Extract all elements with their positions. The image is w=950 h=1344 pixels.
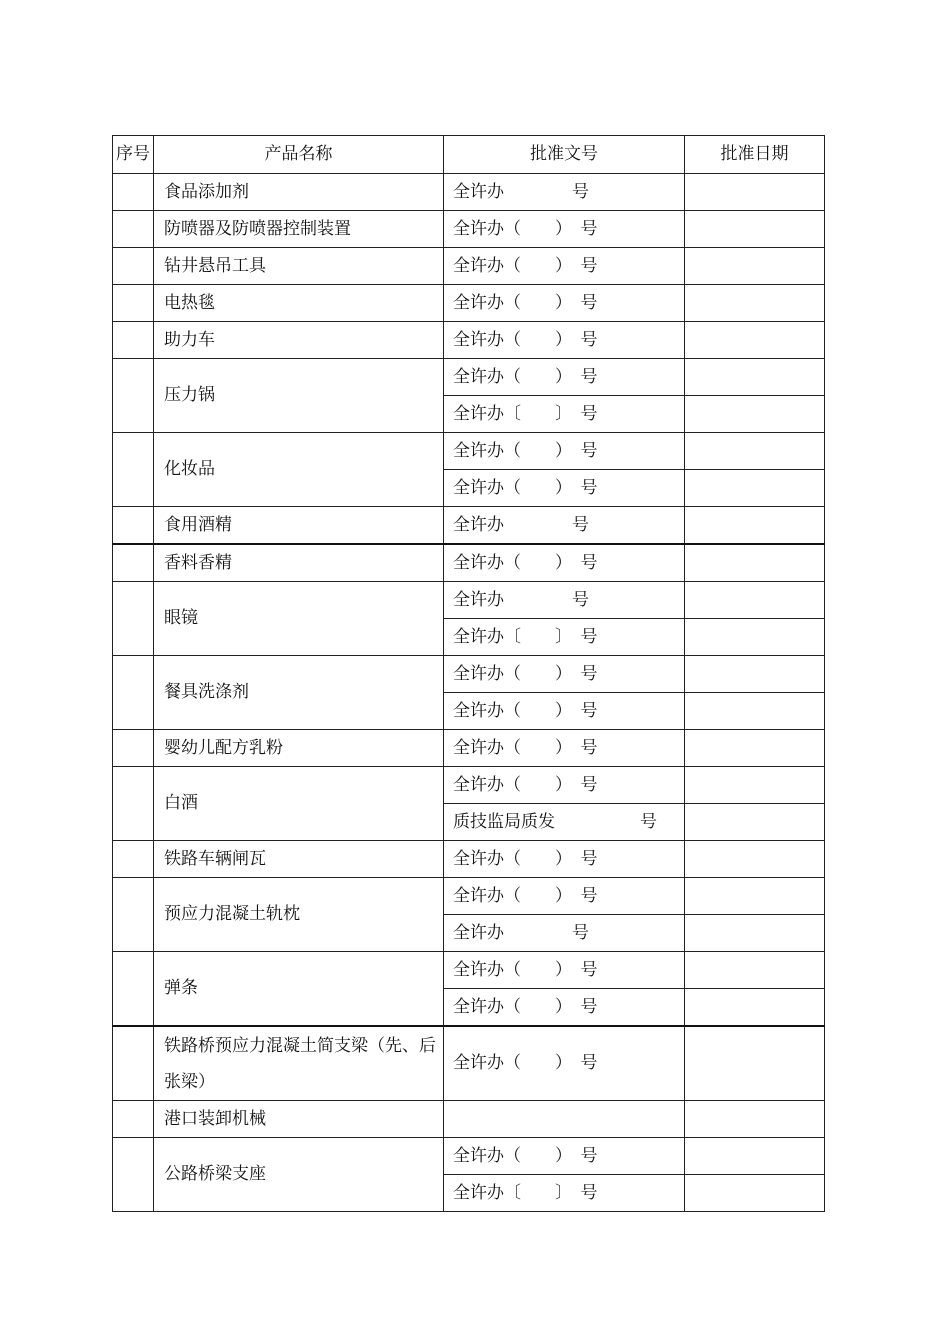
index-cell bbox=[113, 359, 154, 433]
approval-number-text: 全许办〔 〕 号 bbox=[453, 403, 598, 424]
approval-date-cell bbox=[685, 174, 825, 211]
product-name-cell: 铁路车辆闸瓦 bbox=[154, 841, 444, 878]
approval-date-cell bbox=[685, 1026, 825, 1101]
approval-number-text: 全许办 号 bbox=[453, 514, 589, 535]
approval-number-text: 全许办（ ） 号 bbox=[453, 774, 598, 795]
approval-number-cell bbox=[444, 878, 685, 915]
header-product-name: 产品名称 bbox=[154, 136, 444, 174]
approval-number-text: 全许办 号 bbox=[453, 922, 589, 943]
product-name-cell: 钻井悬吊工具 bbox=[154, 248, 444, 285]
approval-date-cell bbox=[685, 544, 825, 582]
index-cell bbox=[113, 582, 154, 656]
approval-number-text: 全许办（ ） 号 bbox=[453, 1053, 598, 1073]
product-name-cell: 眼镜 bbox=[154, 582, 444, 656]
index-cell bbox=[113, 878, 154, 952]
approval-date-cell bbox=[685, 1138, 825, 1175]
approval-number-text: 全许办（ ） 号 bbox=[453, 329, 598, 350]
approval-number-text: 全许办 号 bbox=[453, 589, 589, 610]
approval-number-text: 全许办（ ） 号 bbox=[453, 440, 598, 461]
product-name-cell: 港口装卸机械 bbox=[154, 1101, 444, 1138]
approval-number-text: 全许办（ ） 号 bbox=[453, 552, 598, 573]
table-row bbox=[113, 359, 825, 396]
approval-number-text: 全许办（ ） 号 bbox=[453, 292, 598, 313]
approval-date-cell bbox=[685, 878, 825, 915]
table-row bbox=[113, 1101, 825, 1138]
table-row bbox=[113, 507, 825, 545]
approval-date-cell bbox=[685, 730, 825, 767]
header-approval-date: 批准日期 bbox=[685, 136, 825, 174]
approval-date-cell bbox=[685, 1101, 825, 1138]
table-row bbox=[113, 582, 825, 619]
product-name-cell: 化妆品 bbox=[154, 433, 444, 507]
approval-number-cell bbox=[444, 285, 685, 322]
product-name-cell: 铁路桥预应力混凝土简支梁（先、后张梁） bbox=[154, 1026, 444, 1101]
index-cell bbox=[113, 285, 154, 322]
approval-date-cell bbox=[685, 767, 825, 804]
approval-number-cell bbox=[444, 396, 685, 433]
approval-date-cell bbox=[685, 1175, 825, 1212]
product-name-cell: 婴幼儿配方乳粉 bbox=[154, 730, 444, 767]
approval-number-text: 全许办 号 bbox=[453, 181, 589, 202]
approval-number-cell bbox=[444, 1101, 685, 1138]
table-row bbox=[113, 174, 825, 211]
table-row bbox=[113, 544, 825, 582]
approval-number-cell bbox=[444, 730, 685, 767]
approval-number-cell bbox=[444, 767, 685, 804]
product-name-cell: 香料香精 bbox=[154, 544, 444, 582]
index-cell bbox=[113, 656, 154, 730]
header-index: 序号 bbox=[113, 136, 154, 174]
table-row bbox=[113, 656, 825, 693]
index-cell bbox=[113, 211, 154, 248]
approval-number-cell bbox=[444, 359, 685, 396]
approval-number-cell bbox=[444, 1138, 685, 1175]
product-name-cell: 餐具洗涤剂 bbox=[154, 656, 444, 730]
product-name-cell: 食用酒精 bbox=[154, 507, 444, 545]
table-row bbox=[113, 433, 825, 470]
table-row bbox=[113, 285, 825, 322]
approval-number-cell bbox=[444, 989, 685, 1027]
approval-number-text: 全许办（ ） 号 bbox=[453, 366, 598, 387]
approval-number-cell bbox=[444, 804, 685, 841]
table-row bbox=[113, 248, 825, 285]
index-cell bbox=[113, 1138, 154, 1212]
approval-number-text: 全许办（ ） 号 bbox=[453, 663, 598, 684]
approval-date-cell bbox=[685, 693, 825, 730]
product-name-cell: 弹条 bbox=[154, 952, 444, 1027]
approval-number-text: 全许办（ ） 号 bbox=[453, 737, 598, 758]
approval-number-cell bbox=[444, 619, 685, 656]
approval-date-cell bbox=[685, 989, 825, 1027]
approval-number-cell bbox=[444, 915, 685, 952]
approval-number-text: 全许办（ ） 号 bbox=[453, 218, 598, 239]
table-row bbox=[113, 1026, 825, 1101]
header-row bbox=[113, 136, 825, 174]
approval-date-cell bbox=[685, 285, 825, 322]
product-name-cell: 防喷器及防喷器控制装置 bbox=[154, 211, 444, 248]
table-row bbox=[113, 878, 825, 915]
index-cell bbox=[113, 767, 154, 841]
approval-number-cell bbox=[444, 952, 685, 989]
approval-date-cell bbox=[685, 248, 825, 285]
approval-date-cell bbox=[685, 915, 825, 952]
approval-number-text: 全许办（ ） 号 bbox=[453, 477, 598, 498]
approval-number-cell bbox=[444, 693, 685, 730]
index-cell bbox=[113, 322, 154, 359]
approval-date-cell bbox=[685, 582, 825, 619]
approval-number-text: 全许办（ ） 号 bbox=[453, 848, 598, 869]
index-cell bbox=[113, 544, 154, 582]
index-cell bbox=[113, 507, 154, 545]
approval-number-text: 全许办（ ） 号 bbox=[453, 959, 598, 980]
approval-date-cell bbox=[685, 656, 825, 693]
product-name-cell: 压力锅 bbox=[154, 359, 444, 433]
approval-number-cell bbox=[444, 1175, 685, 1212]
product-name-cell: 白酒 bbox=[154, 767, 444, 841]
approval-date-cell bbox=[685, 619, 825, 656]
approval-number-cell bbox=[444, 248, 685, 285]
index-cell bbox=[113, 174, 154, 211]
product-name-cell: 预应力混凝土轨枕 bbox=[154, 878, 444, 952]
approval-date-cell bbox=[685, 507, 825, 545]
index-cell bbox=[113, 248, 154, 285]
approval-number-cell bbox=[444, 841, 685, 878]
approval-date-cell bbox=[685, 804, 825, 841]
approval-date-cell bbox=[685, 841, 825, 878]
header-approval-number: 批准文号 bbox=[444, 136, 685, 174]
approval-number-cell bbox=[444, 656, 685, 693]
index-cell bbox=[113, 730, 154, 767]
approval-date-cell bbox=[685, 470, 825, 507]
approval-number-cell bbox=[444, 507, 685, 545]
table-row bbox=[113, 730, 825, 767]
table-row bbox=[113, 841, 825, 878]
approval-number-cell bbox=[444, 211, 685, 248]
approval-date-cell bbox=[685, 433, 825, 470]
approval-number-cell bbox=[444, 470, 685, 507]
index-cell bbox=[113, 433, 154, 507]
table-row bbox=[113, 952, 825, 989]
table-row bbox=[113, 211, 825, 248]
approval-number-text: 全许办（ ） 号 bbox=[453, 885, 598, 906]
approval-date-cell bbox=[685, 211, 825, 248]
approval-number-text: 全许办〔 〕 号 bbox=[453, 626, 598, 647]
approval-date-cell bbox=[685, 952, 825, 989]
product-name-cell: 助力车 bbox=[154, 322, 444, 359]
index-cell bbox=[113, 1026, 154, 1101]
approval-date-cell bbox=[685, 322, 825, 359]
product-name-cell: 公路桥梁支座 bbox=[154, 1138, 444, 1212]
product-name-cell: 食品添加剂 bbox=[154, 174, 444, 211]
approval-date-cell bbox=[685, 396, 825, 433]
table-row bbox=[113, 1138, 825, 1175]
index-cell bbox=[113, 1101, 154, 1138]
product-name-cell: 电热毯 bbox=[154, 285, 444, 322]
approval-number-cell bbox=[444, 582, 685, 619]
approval-number-text: 全许办（ ） 号 bbox=[453, 996, 598, 1017]
approval-number-text: 质技监局质发 号 bbox=[453, 811, 657, 832]
approval-number-cell bbox=[444, 174, 685, 211]
index-cell bbox=[113, 952, 154, 1027]
table-row bbox=[113, 767, 825, 804]
index-cell bbox=[113, 841, 154, 878]
approval-number-text: 全许办（ ） 号 bbox=[453, 255, 598, 276]
permit-document bbox=[112, 135, 824, 1212]
approval-number-cell bbox=[444, 1026, 685, 1101]
table-row bbox=[113, 322, 825, 359]
permit-table bbox=[112, 135, 825, 1212]
approval-number-text: 全许办（ ） 号 bbox=[453, 700, 598, 721]
approval-date-cell bbox=[685, 359, 825, 396]
approval-number-text: 全许办（ ） 号 bbox=[453, 1145, 598, 1166]
approval-number-cell bbox=[444, 322, 685, 359]
approval-number-cell bbox=[444, 433, 685, 470]
approval-number-cell bbox=[444, 544, 685, 582]
approval-number-text: 全许办〔 〕 号 bbox=[453, 1182, 598, 1203]
